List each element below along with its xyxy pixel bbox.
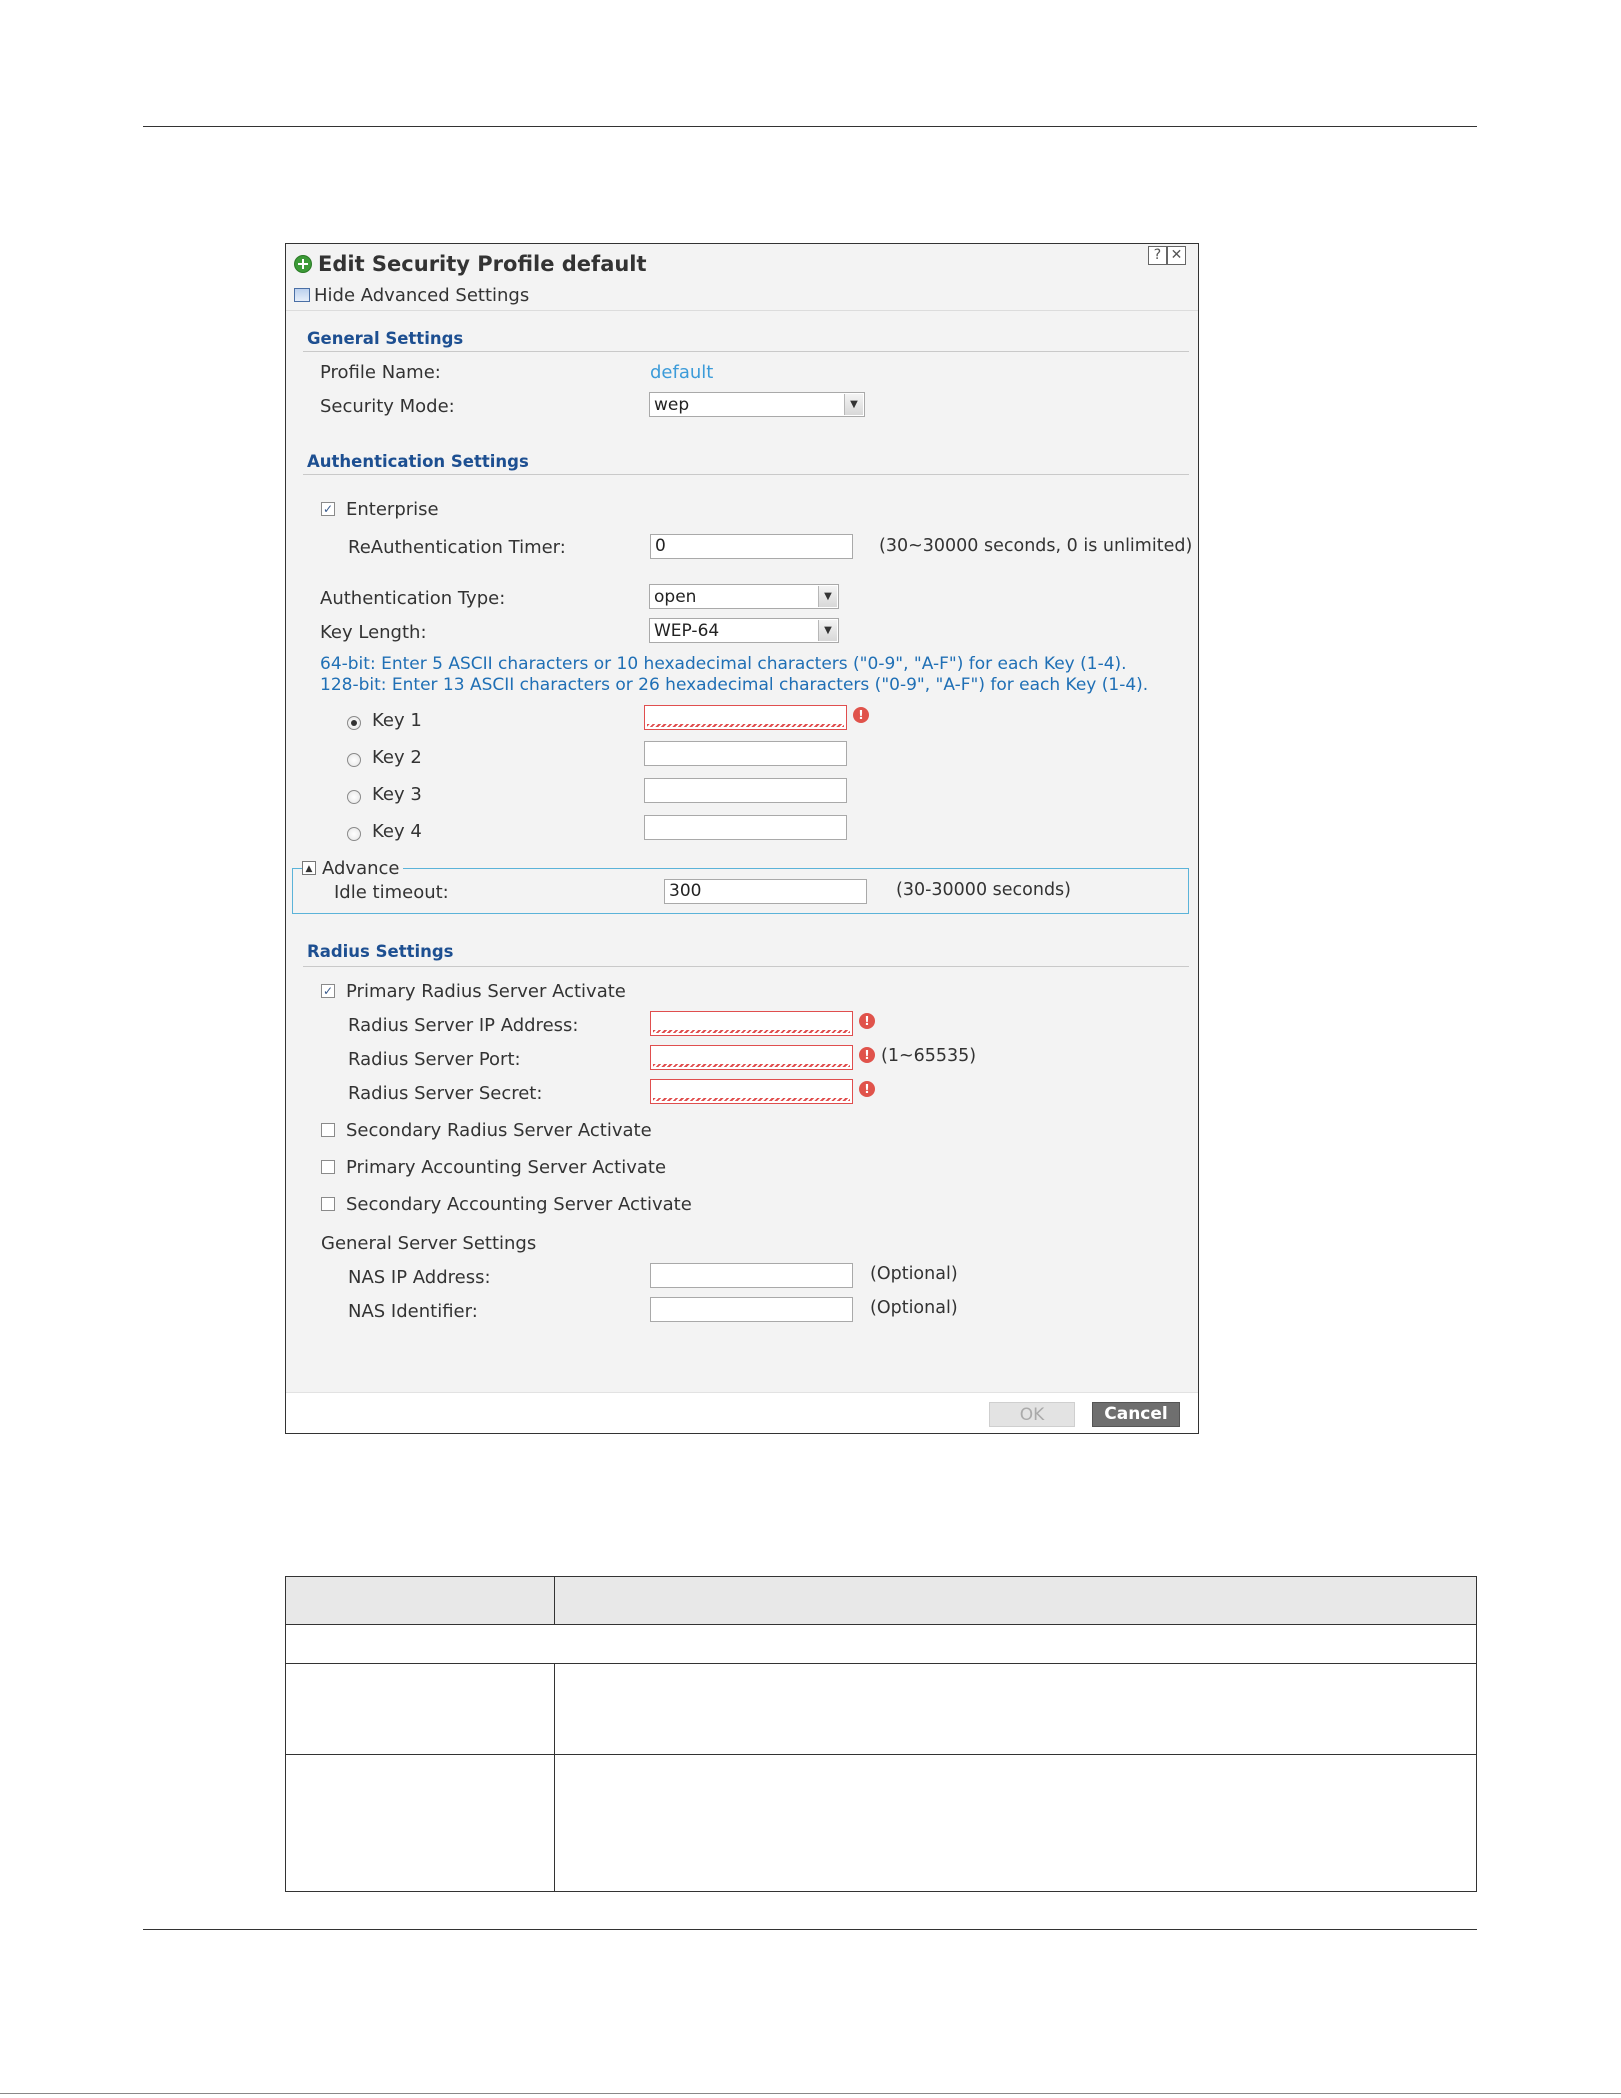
security-mode-value: wep	[654, 394, 690, 415]
enterprise-label: Enterprise	[346, 499, 439, 520]
table-cell	[286, 1664, 555, 1755]
description-table	[285, 1576, 1477, 1892]
table-row	[286, 1664, 1477, 1755]
authentication-type-select[interactable]	[649, 584, 839, 609]
error-icon: !	[853, 707, 869, 723]
error-icon: !	[859, 1013, 875, 1029]
table-header-cell	[555, 1577, 1477, 1625]
nas-ip-label: NAS IP Address:	[348, 1267, 491, 1288]
primary-accounting-label: Primary Accounting Server Activate	[346, 1157, 667, 1178]
primary-radius-label: Primary Radius Server Activate	[346, 981, 626, 1002]
advance-label: Advance	[322, 857, 400, 879]
help-icon[interactable]: ?	[1148, 246, 1167, 265]
dialog-title: Edit Security Profile default	[318, 252, 647, 276]
page-footer-rule	[143, 1929, 1477, 1930]
chevron-down-icon: ▼	[818, 620, 837, 641]
idle-timeout-input[interactable]: 300	[664, 879, 867, 904]
key-length-select[interactable]	[649, 618, 839, 643]
collapse-icon[interactable]: ▲	[302, 861, 316, 875]
table-header-cell	[286, 1577, 555, 1625]
profile-name-label: Profile Name:	[320, 362, 441, 383]
add-circle-icon	[294, 255, 312, 273]
general-server-settings-label: General Server Settings	[321, 1233, 537, 1254]
profile-name-value[interactable]: default	[650, 362, 714, 383]
table-cell	[555, 1755, 1477, 1892]
radius-port-label: Radius Server Port:	[348, 1049, 521, 1070]
key-4-input[interactable]	[644, 815, 847, 840]
key-2-label: Key 2	[372, 747, 422, 768]
chevron-down-icon: ▼	[844, 394, 863, 415]
authentication-type-label: Authentication Type:	[320, 588, 506, 609]
key-2-radio[interactable]	[347, 753, 361, 767]
error-icon: !	[859, 1081, 875, 1097]
radius-secret-input[interactable]	[650, 1079, 853, 1104]
dialog-title-bar	[294, 246, 647, 282]
section-rule	[303, 474, 1189, 475]
key-4-radio[interactable]	[347, 827, 361, 841]
nas-identifier-optional-hint: (Optional)	[870, 1298, 958, 1318]
idle-timeout-label: Idle timeout:	[334, 882, 449, 903]
table-row	[286, 1755, 1477, 1892]
radius-port-input[interactable]	[650, 1045, 853, 1070]
hide-advanced-settings-label: Hide Advanced Settings	[314, 284, 530, 306]
enterprise-checkbox[interactable]: ✓	[322, 502, 334, 516]
key-4-label: Key 4	[372, 821, 422, 842]
authentication-type-value: open	[654, 586, 697, 607]
idle-timeout-hint: (30-30000 seconds)	[896, 880, 1071, 900]
table-cell	[286, 1755, 555, 1892]
primary-radius-checkbox[interactable]: ✓	[322, 984, 334, 998]
primary-accounting-checkbox[interactable]	[321, 1160, 335, 1174]
hide-advanced-settings-toggle[interactable]	[294, 282, 529, 308]
radius-ip-label: Radius Server IP Address:	[348, 1015, 579, 1036]
security-mode-label: Security Mode:	[320, 396, 455, 417]
table-header-row	[286, 1577, 1477, 1625]
error-icon: !	[859, 1047, 875, 1063]
table-cell	[555, 1664, 1477, 1755]
radius-port-hint: (1~65535)	[881, 1046, 977, 1066]
reauth-timer-label: ReAuthentication Timer:	[348, 537, 566, 558]
advance-legend[interactable]	[302, 857, 403, 879]
key-2-input[interactable]	[644, 741, 847, 766]
authentication-settings-title: Authentication Settings	[307, 452, 529, 471]
secondary-radius-checkbox[interactable]	[321, 1123, 335, 1137]
radius-ip-input[interactable]	[650, 1011, 853, 1036]
wep-128-note: 128-bit: Enter 13 ASCII characters or 26 hexadecimal characters ("0-9", "A-F") for each Key (1-4).	[320, 675, 1149, 695]
edit-security-profile-dialog	[285, 243, 1199, 1434]
section-rule	[303, 966, 1189, 967]
cancel-button[interactable]: Cancel	[1092, 1402, 1180, 1427]
key-3-radio[interactable]	[347, 790, 361, 804]
table-cell	[286, 1625, 1477, 1664]
ok-button[interactable]: OK	[989, 1402, 1075, 1427]
key-1-radio[interactable]	[347, 716, 361, 730]
secondary-accounting-label: Secondary Accounting Server Activate	[346, 1194, 692, 1215]
table-row	[286, 1625, 1477, 1664]
nas-identifier-label: NAS Identifier:	[348, 1301, 478, 1322]
nas-identifier-input[interactable]	[650, 1297, 853, 1322]
general-settings-title: General Settings	[307, 329, 464, 348]
reauth-timer-input[interactable]: 0	[650, 534, 853, 559]
panel-icon	[294, 288, 310, 302]
secondary-radius-label: Secondary Radius Server Activate	[346, 1120, 652, 1141]
key-1-input[interactable]	[644, 705, 847, 730]
reauth-timer-hint: (30~30000 seconds, 0 is unlimited)	[879, 536, 1193, 556]
page-edge-rule	[0, 2093, 1621, 2094]
key-length-value: WEP-64	[654, 620, 720, 641]
radius-settings-title: Radius Settings	[307, 942, 454, 961]
close-icon[interactable]: ✕	[1167, 246, 1186, 265]
header-divider	[286, 310, 1198, 311]
section-rule	[303, 351, 1189, 352]
chevron-down-icon: ▼	[818, 586, 837, 607]
wep-64-note: 64-bit: Enter 5 ASCII characters or 10 hexadecimal characters ("0-9", "A-F") for each Key (1-4).	[320, 654, 1127, 674]
page-header-rule	[143, 126, 1477, 127]
secondary-accounting-checkbox[interactable]	[321, 1197, 335, 1211]
key-3-input[interactable]	[644, 778, 847, 803]
key-3-label: Key 3	[372, 784, 422, 805]
nas-ip-input[interactable]	[650, 1263, 853, 1288]
radius-secret-label: Radius Server Secret:	[348, 1083, 543, 1104]
nas-ip-optional-hint: (Optional)	[870, 1264, 958, 1284]
security-mode-select[interactable]	[649, 392, 865, 417]
key-length-label: Key Length:	[320, 622, 427, 643]
key-1-label: Key 1	[372, 710, 422, 731]
